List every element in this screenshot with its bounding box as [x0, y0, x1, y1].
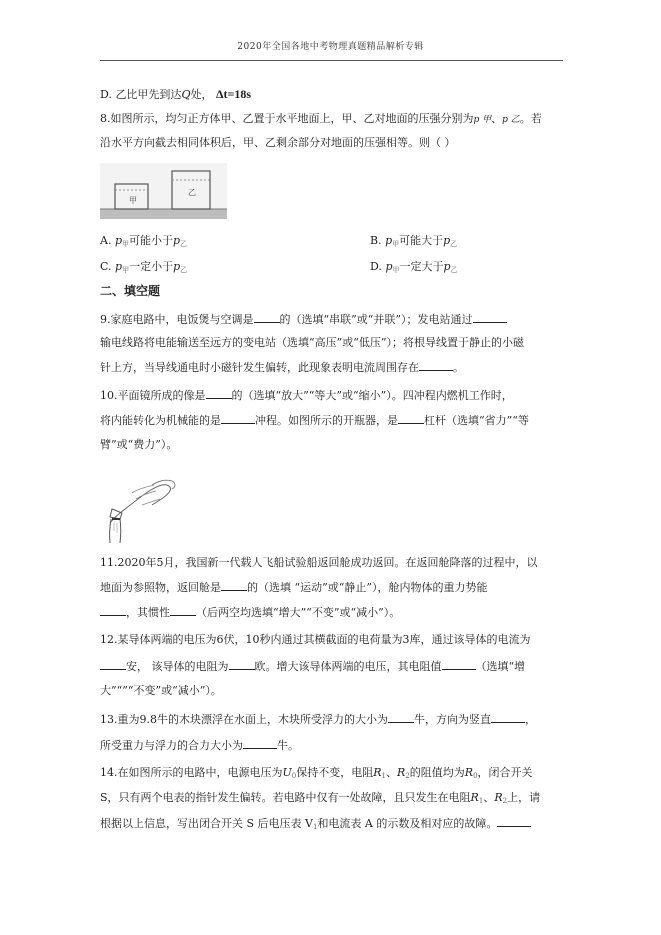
q8-option-d-p2: p [443, 260, 451, 273]
q14-line2-r2-sub: 2 [502, 797, 508, 805]
q10-blank-2[interactable] [221, 412, 255, 424]
cube-yi-label: 乙 [188, 188, 196, 197]
q11-text2a: 地面为参照物，返回舱是 [100, 581, 221, 594]
q13-blank-3[interactable] [243, 737, 277, 749]
q8-option-d-sub2: 乙 [450, 266, 458, 274]
q10-blank-3[interactable] [398, 412, 424, 424]
q8-option-c-sub1: 甲 [122, 266, 130, 274]
q7-option-d [100, 86, 251, 103]
q7-option-d-text: 乙比甲先到达 [115, 88, 182, 101]
q14-u0-sub: 0 [291, 772, 297, 780]
q8-option-c-text: 一定小于 [129, 260, 174, 273]
q7-option-d-formula: Δt=18s [215, 87, 251, 101]
q14-text2a: S，只有两个电表的指针发生偏转。若电路中仅有一处故障，且只发生在电阻 [100, 791, 471, 804]
q14-line2-r1-sub: 1 [478, 797, 484, 805]
q11-text2b: 的（选填 “运动”或“静止”），舱内物体的重力势能 [247, 581, 488, 594]
q8-option-c-p2: p [173, 260, 181, 273]
q7-option-d-q: Q [181, 88, 191, 101]
q8-option-a-p1: p [114, 234, 122, 247]
bottle-neck-icon [110, 519, 121, 543]
q9-blank-2[interactable] [473, 311, 507, 323]
q8-option-d-text: 一定大于 [399, 260, 444, 273]
q8-option-b-label: B. [370, 234, 382, 247]
q8-option-b-sub1: 甲 [392, 240, 400, 248]
q10-figure-bottle-opener [102, 473, 180, 545]
q14-text1d: ，闭合开关 [477, 766, 533, 779]
q14-line2 [100, 790, 540, 809]
q13-blank-1[interactable] [388, 711, 414, 723]
q12-line2 [100, 658, 525, 675]
page-header: 2020年全国各地中考物理真题精品解析专辑 [237, 42, 424, 52]
q10-line2 [100, 412, 529, 429]
q8-sep: 、 [491, 112, 503, 125]
q10-text1a: 10.平面镜所成的像是 [100, 389, 206, 402]
q14-line3 [100, 815, 531, 835]
q14-r1-sub: 1 [381, 772, 387, 780]
q8-option-c-sub2: 乙 [180, 266, 188, 274]
q8-option-d-p1: p [385, 260, 393, 273]
q8-stem-text1: 8.如图所示，均匀正方体甲、乙置于水平地面上，甲、乙对地面的压强分别为 [100, 112, 474, 125]
q14-text3a: 根据以上信息，写出闭合开关 S 后电压表 V [100, 817, 313, 830]
q7-option-d-place: 处， [190, 88, 213, 101]
q14-sep2: 、 [483, 791, 495, 804]
q14-r2-sub: 2 [405, 772, 410, 780]
q13-blank-2[interactable] [491, 711, 525, 723]
q14-r2: R [397, 766, 406, 779]
q9-line1 [100, 311, 507, 328]
bottle-shading [114, 523, 117, 533]
q12-blank-2[interactable] [229, 658, 255, 670]
q8-option-d-label: D. [370, 260, 382, 273]
q10-text1b: 的（选填“放大”“等大”或“缩小”）。四冲程内燃机工作时， [231, 389, 513, 402]
q14-u0: U [282, 766, 292, 779]
q12-text2b: 安， 该导体的电阻为 [126, 660, 229, 673]
q8-stem-end: 。若 [519, 112, 542, 125]
q14-text1a: 14.在如图所示的电路中，电源电压为 [100, 766, 283, 779]
q14-text1b: 保持不变，电阻 [296, 766, 374, 779]
q8-option-b-p1: p [385, 234, 393, 247]
q13-line1 [100, 711, 536, 728]
q13-text2b: 牛。 [277, 739, 299, 752]
q8-p-yi: p 乙 [502, 115, 520, 125]
q13-text2a: 所受重力与浮力的合力大小为 [100, 739, 243, 752]
q8-option-b-text: 可能大于 [399, 234, 444, 247]
q8-option-c [100, 259, 187, 278]
q8-option-c-p1: p [115, 260, 123, 273]
q14-line1 [100, 765, 533, 784]
q8-p-jia: p 甲 [473, 115, 492, 125]
q8-option-c-label: C. [100, 260, 112, 273]
q14-text1c: 的阻值均为 [409, 766, 465, 779]
q9-text1b: 的（选填“串联”或“并联”）；发电站通过 [279, 313, 473, 326]
q7-option-d-label: D. [100, 88, 112, 101]
q12-line1: 12.某导体两端的电压为6伏，10秒内通过其横截面的电荷量为3库，通过该导体的电流为 [100, 633, 531, 646]
q13-line2 [100, 737, 299, 754]
q9-blank-1[interactable] [254, 311, 280, 323]
header-rule [100, 60, 563, 61]
q14-r0: R [464, 766, 474, 779]
q8-option-a-label: A. [100, 234, 112, 247]
hand-outline [110, 485, 171, 523]
q8-figure-cubes [100, 163, 227, 219]
q14-line2-r1: R [470, 791, 479, 804]
q8-option-b [370, 233, 457, 252]
q8-option-a-sub2: 乙 [180, 240, 188, 248]
q8-option-d-sub1: 甲 [392, 266, 400, 274]
q8-stem-line2: 沿水平方向截去相同体积后，甲、乙剩余部分对地面的压强相等。则（ ） [100, 136, 456, 149]
q9-line3 [100, 359, 464, 376]
q8-option-a-text: 可能小于 [129, 234, 173, 247]
q14-line2-r2: R [494, 791, 503, 804]
q9-blank-3[interactable] [419, 359, 453, 371]
q13-text1c: ， [525, 713, 536, 726]
q8-option-b-p2: p [443, 234, 451, 247]
q13-text1b: 牛，方向为竖直 [414, 713, 491, 726]
q14-v1-sub: 1 [312, 823, 318, 831]
q13-text1a: 13.重为9.8牛的木块漂浮在水面上，木块所受浮力的大小为 [100, 713, 388, 726]
q10-line3: 臂”或“费力”）。 [100, 438, 178, 451]
q14-r0-sub: 0 [473, 772, 478, 780]
q8-option-a-sub1: 甲 [122, 240, 129, 248]
q11-text3c: （后两空均选填“增大”“不变”或“减小”）。 [196, 606, 401, 619]
q10-text2b: 冲程。如图所示的开瓶器，是 [255, 414, 398, 427]
q8-option-b-sub2: 乙 [450, 240, 458, 248]
q12-blank-3[interactable] [442, 658, 476, 670]
q14-text2b: 上，请 [507, 791, 541, 804]
q11-text3b: ，其惯性 [126, 606, 170, 619]
q14-blank-1[interactable] [497, 815, 531, 827]
q14-text3b: 和电流表 A 的示数及相对应的故障。 [317, 817, 498, 830]
q12-text2d: （选填“增 [475, 660, 526, 673]
opener-head-icon [110, 509, 122, 519]
q8-option-d [370, 259, 458, 278]
q12-line3: 大”“”“不变”或“减小”）。 [100, 684, 222, 697]
q11-blank-3[interactable] [170, 604, 196, 616]
q9-line2: 输电线路将电能输送至远方的变电站（选填“高压”或“低压”）；将根导线置于静止的小磁 [100, 336, 524, 349]
section-fill-blank-title: 二、填空题 [100, 284, 161, 298]
q11-blank-1[interactable] [221, 579, 247, 591]
q8-option-a-p2: p [173, 234, 181, 247]
q9-text3b: 。 [453, 361, 464, 374]
q11-blank-2[interactable] [100, 604, 126, 616]
q11-line3 [100, 604, 400, 621]
q8-figure-ground [100, 209, 227, 219]
q12-blank-1[interactable] [100, 658, 126, 670]
q10-text2a: 将内能转化为机械能的是 [100, 414, 221, 427]
q10-blank-1[interactable] [206, 387, 232, 399]
q14-sep1: 、 [386, 766, 398, 779]
q12-text2c: 欧。增大该导体两端的电压，其电阻值 [254, 660, 442, 673]
q11-line1: 11.2020年5月，我国新一代载人飞船试验船返回舱成功返回。在返回舱降落的过程中，以 [100, 556, 538, 569]
cube-jia-label: 甲 [129, 196, 137, 205]
q8-stem-line1 [100, 111, 542, 128]
q10-text2c: 杠杆（选填“省力”“等 [424, 414, 529, 427]
q14-r1: R [373, 766, 382, 779]
q10-line1 [100, 387, 513, 404]
q11-line2 [100, 579, 488, 596]
q9-text1a: 9.家庭电路中，电饭煲与空调是 [100, 313, 254, 326]
q8-option-a [100, 233, 187, 252]
q9-text3a: 针上方，当导线通电时小磁针发生偏转，此现象表明电流周围存在 [100, 361, 419, 374]
